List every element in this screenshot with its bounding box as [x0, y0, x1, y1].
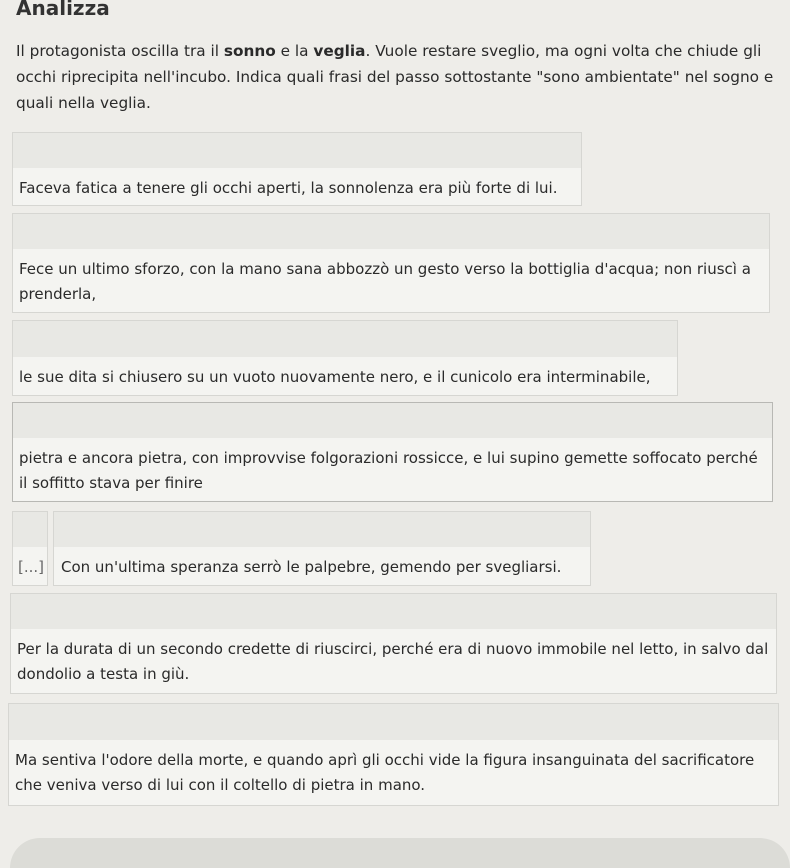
sentence-card-3 [12, 320, 678, 396]
answer-drop-zone-1[interactable] [13, 133, 581, 169]
keyword-veglia: veglia [313, 42, 366, 60]
instructions-part-3: . Vuole restare sveglio, ma ogni volta che chiude gli occhi riprecipita nell'incubo. Indica quali frasi del passo sottostante "sono ambientate" nel sogno e quali nella veglia. [16, 42, 774, 112]
sentence-card-5 [53, 511, 591, 586]
answer-drop-zone-2[interactable] [13, 214, 769, 250]
sentence-text-7: Ma sentiva l'odore della morte, e quando aprì gli occhi vide la figura insanguinata del sacrificatore che veniva verso di lui con il coltello di pietra in mano. [9, 740, 778, 805]
answer-drop-zone-3[interactable] [13, 321, 677, 358]
sentence-text-4: pietra e ancora pietra, con improvvise folgorazioni rossicce, e lui supino gemette soffocato perché il soffitto stava per finire [13, 438, 772, 501]
answer-drop-zone-7[interactable] [9, 704, 778, 741]
answer-drop-zone-5[interactable] [54, 512, 590, 548]
sentence-text-6: Per la durata di un secondo credette di riuscirci, perché era di nuovo immobile nel letto, in salvo dal dondolio a testa in giù. [11, 629, 776, 693]
sentence-card-4 [12, 402, 773, 502]
ellipsis-text: [...] [13, 547, 47, 585]
sentence-card-1 [12, 132, 582, 206]
instructions-part-2: e la [275, 42, 314, 60]
instructions [16, 38, 776, 116]
sentence-text-2: Fece un ultimo sforzo, con la mano sana abbozzò un gesto verso la bottiglia d'acqua; non riuscì a prenderla, [13, 249, 769, 312]
sentence-card-7 [8, 703, 779, 806]
answer-drop-zone-6[interactable] [11, 594, 776, 630]
sentence-card-2 [12, 213, 770, 313]
sentence-text-5: Con un'ultima speranza serrò le palpebre, gemendo per svegliarsi. [54, 547, 590, 585]
sentence-card-6 [10, 593, 777, 694]
sentence-text-3: le sue dita si chiusero su un vuoto nuovamente nero, e il cunicolo era interminabile, [13, 357, 677, 395]
keyword-sonno: sonno [223, 42, 276, 60]
sentence-text-1: Faceva fatica a tenere gli occhi aperti, la sonnolenza era più forte di lui. [13, 168, 581, 205]
answer-drop-zone-ellipsis[interactable] [13, 512, 47, 548]
bottom-bar [10, 838, 790, 868]
ellipsis-card [12, 511, 48, 586]
instructions-part-1: Il protagonista oscilla tra il [16, 42, 224, 60]
page-title: Analizza [16, 0, 110, 20]
answer-drop-zone-4[interactable] [13, 403, 772, 439]
